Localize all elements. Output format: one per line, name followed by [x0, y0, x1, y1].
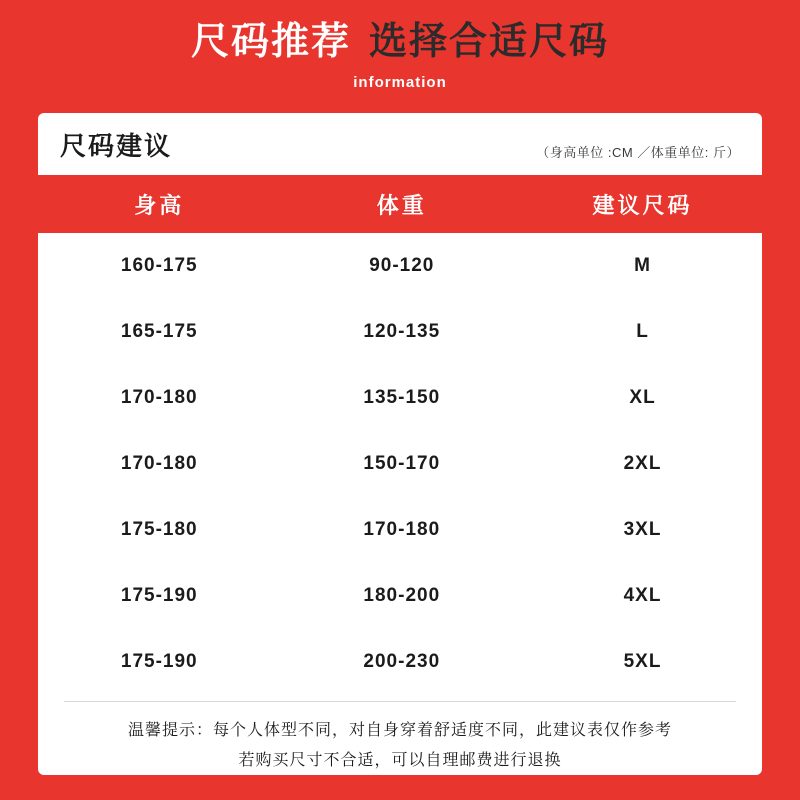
cell-size: 3XL: [623, 519, 662, 540]
cell-weight: 135-150: [363, 387, 441, 408]
table-header: [38, 175, 762, 233]
cell-size: L: [636, 321, 649, 342]
cell-height: 175-190: [120, 651, 198, 672]
cell-size: M: [634, 255, 651, 276]
unit-note: （身高单位 :CM ／体重单位: 斤）: [536, 145, 740, 160]
header-title-group: [0, 22, 800, 64]
table-row: [38, 299, 762, 365]
footer-note: [38, 702, 762, 775]
table-row: [38, 629, 762, 695]
note-line-1: 温馨提示：每个人体型不同，对自身穿着舒适度不同，此建议表仅作参考: [127, 722, 672, 739]
table-header-row: [38, 175, 762, 233]
cell-weight: 180-200: [363, 585, 441, 606]
cell-height: 170-180: [120, 453, 198, 474]
cell-weight: 90-120: [369, 255, 435, 276]
cell-weight: 150-170: [363, 453, 441, 474]
card-header: [38, 113, 762, 175]
header-english-label: information: [353, 73, 447, 91]
cell-height: 165-175: [120, 321, 198, 342]
cell-size: XL: [629, 387, 656, 408]
cell-height: 175-190: [120, 585, 198, 606]
column-header-weight: 体重: [281, 175, 524, 233]
page-subtitle: 选择合适尺码: [369, 21, 610, 63]
page-title: 尺码推荐: [190, 21, 351, 63]
cell-size: 5XL: [623, 651, 662, 672]
cell-weight: 200-230: [363, 651, 441, 672]
table-row: [38, 431, 762, 497]
column-header-height: 身高: [38, 175, 281, 233]
note-line-2: 若购买尺寸不合适，可以自理邮费进行退换: [238, 752, 562, 770]
table-row: [38, 563, 762, 629]
cell-height: 160-175: [120, 255, 198, 276]
column-header-size: 建议尺码: [523, 175, 762, 233]
table-row: [38, 497, 762, 563]
cell-weight: 120-135: [363, 321, 441, 342]
cell-size: 2XL: [623, 453, 662, 474]
cell-height: 170-180: [120, 387, 198, 408]
size-table: [38, 175, 762, 695]
page-header: [0, 0, 800, 91]
cell-height: 175-180: [120, 519, 198, 540]
cell-size: 4XL: [623, 585, 662, 606]
card-title: 尺码建议: [60, 130, 173, 161]
table-row: [38, 233, 762, 299]
size-chart-card: [38, 113, 762, 775]
cell-weight: 170-180: [363, 519, 441, 540]
table-row: [38, 365, 762, 431]
table-body: [38, 233, 762, 695]
